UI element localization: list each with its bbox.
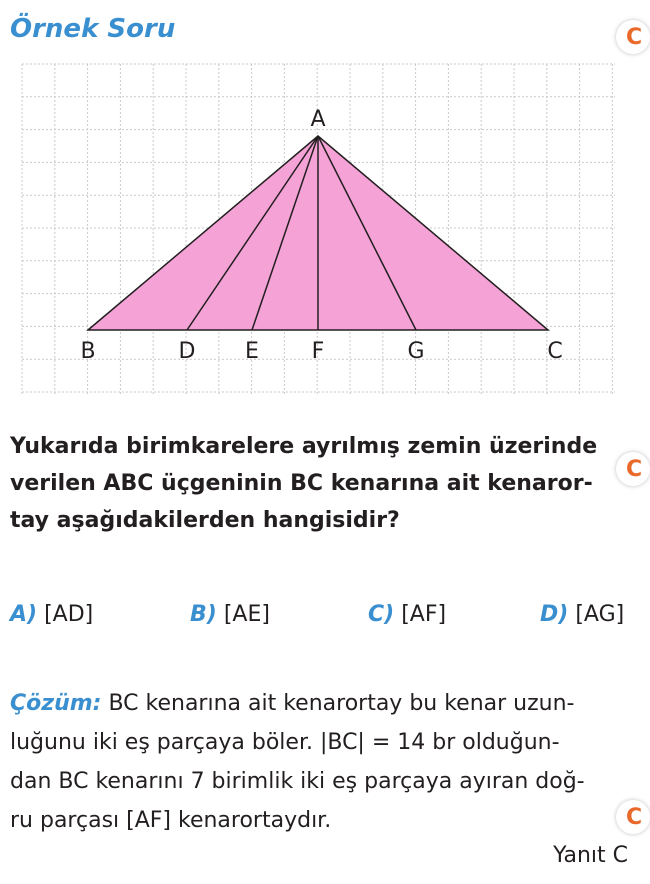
solution-line: luğunu iki eş parçaya böler. |BC| = 14 br olduğun-: [10, 730, 560, 755]
answer-options: [10, 602, 630, 636]
page-title: Örnek Soru: [10, 14, 176, 44]
answer-text: Yanıt C: [553, 843, 628, 868]
option-text: [AG]: [575, 602, 625, 627]
option-text: [AD]: [44, 602, 94, 627]
question-line: Yukarıda birimkarelere ayrılmış zemin üzerinde: [10, 434, 598, 459]
base-label-c: C: [547, 339, 563, 364]
option-text: [AF]: [401, 602, 447, 627]
solution-text: [10, 684, 630, 840]
solution-line: dan BC kenarını 7 birimlik iki eş parçaya ayıran doğ-: [10, 769, 585, 794]
base-label-d: D: [178, 339, 196, 364]
option-a[interactable]: [10, 602, 93, 627]
vertex-label-a: A: [310, 107, 326, 132]
solution-label: Çözüm:: [10, 691, 102, 716]
solution-line: BC kenarına ait kenarortay bu kenar uzun-: [101, 691, 575, 716]
question-line: tay aşağıdakilerden hangisidir?: [10, 508, 400, 533]
base-label-b: B: [80, 339, 96, 364]
question-text: [10, 428, 622, 539]
edge-mark-middle: C: [616, 452, 650, 486]
question-line: verilen ABC üçgeninin BC kenarına ait kenaror-: [10, 471, 593, 496]
option-text: [AE]: [223, 602, 270, 627]
base-label-g: G: [407, 339, 425, 364]
option-letter: A): [10, 602, 38, 627]
edge-mark-bottom: C: [616, 800, 650, 834]
base-label-f: F: [311, 339, 325, 364]
option-letter: C): [368, 602, 395, 627]
solution-line: ru parçası [AF] kenarortaydır.: [10, 808, 332, 833]
base-label-e: E: [245, 339, 259, 364]
option-b[interactable]: [190, 602, 270, 627]
edge-mark-top: C: [616, 20, 650, 54]
option-letter: B): [190, 602, 217, 627]
option-c[interactable]: [368, 602, 446, 627]
option-letter: D): [540, 602, 569, 627]
triangle-figure: [0, 60, 640, 400]
option-d[interactable]: [540, 602, 624, 627]
